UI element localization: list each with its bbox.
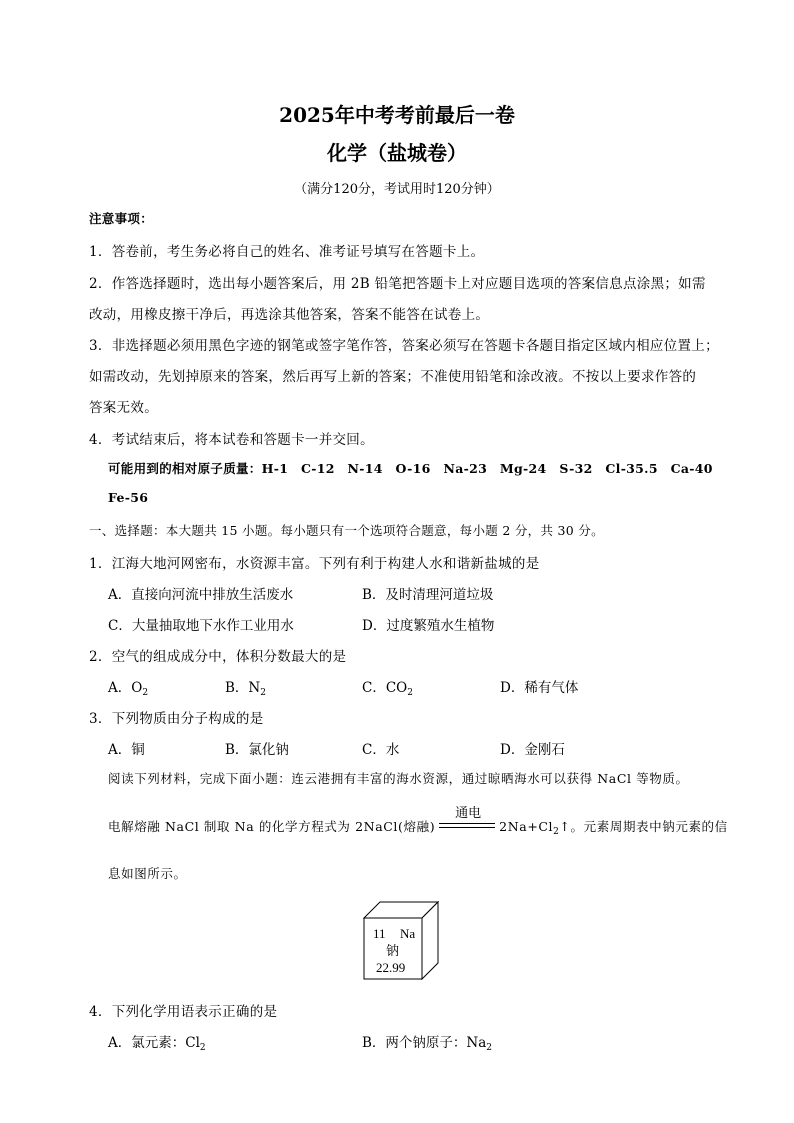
q2-option-d: D．稀有气体: [500, 680, 579, 696]
exam-title: 2025年中考考前最后一卷: [279, 103, 515, 127]
q2-option-b: B．$N_2$: [225, 680, 266, 698]
note-4: 4．考试结束后，将本试卷和答题卡一并交回。: [89, 432, 374, 448]
element-name: 钠: [386, 944, 400, 959]
note-2: 2．作答选择题时，选出每小题答案后，用 2B 铅笔把答题卡上对应题目选项的答案信息点涂黑；如需: [89, 276, 706, 292]
question-2-stem: 2．空气的组成成分中，体积分数最大的是: [89, 649, 347, 665]
q1-option-b: B．及时清理河道垃圾: [362, 587, 494, 603]
note-3-cont: 如需改动，先划掉原来的答案，然后再写上新的答案；不准使用铅笔和涂改液。不按以上要求作答的: [89, 369, 697, 385]
q3-option-d: D．金刚石: [500, 742, 565, 758]
element-symbol: Na: [400, 926, 416, 941]
equation-arrow: 通电: [437, 819, 497, 834]
element-mass: 22.99: [376, 960, 406, 975]
sodium-element-cube: [356, 898, 442, 984]
question-1-stem: 1．江海大地河网密布，水资源丰富。下列有利于构建人水和谐新盐城的是: [89, 556, 540, 572]
atomic-mass-line: 可能用到的相对原子质量：H-1 C-12 N-14 O-16 Na-23 Mg-24 S-32 Cl-35.5 Ca-40: [108, 461, 713, 476]
reading-line-1: 阅读下列材料，完成下面小题：连云港拥有丰富的海水资源，通过晾晒海水可以获得 NaCl 等物质。: [108, 771, 689, 786]
element-number: 11: [373, 926, 386, 941]
question-3-stem: 3．下列物质由分子构成的是: [89, 711, 264, 727]
notes-heading: 注意事项：: [89, 211, 154, 226]
q1-option-c: C．大量抽取地下水作工业用水: [108, 618, 294, 634]
q4-option-a: A．氯元素：$Cl_2$: [108, 1035, 206, 1053]
exam-subject: 化学（盐城卷）: [327, 141, 467, 165]
q2-option-c: C．$CO_2$: [362, 680, 413, 698]
section-heading: 一、选择题：本大题共 15 小题。每小题只有一个选项符合题意，每小题 2 分，共 30 分。: [89, 523, 604, 538]
note-3: 3．非选择题必须用黑色字迹的钢笔或签字笔作答，答案必须写在答题卡各题目指定区域内相应位置上；: [89, 338, 719, 354]
question-4-stem: 4．下列化学用语表示正确的是: [89, 1004, 278, 1020]
q1-option-a: A．直接向河流中排放生活废水: [108, 587, 294, 603]
q3-option-b: B．氯化钠: [225, 742, 289, 758]
note-3-cont2: 答案无效。: [89, 400, 158, 416]
q3-option-a: A．铜: [108, 742, 145, 758]
note-1: 1．答卷前，考生务必将自己的姓名、准考证号填写在答题卡上。: [89, 244, 485, 260]
q3-option-c: C．水: [362, 742, 400, 758]
q4-option-b: B．两个钠原子：$Na_2$: [362, 1035, 493, 1053]
q1-option-d: D．过度繁殖水生植物: [362, 618, 495, 634]
reading-line-3: 息如图所示。: [108, 866, 187, 881]
note-2-cont: 改动，用橡皮擦干净后，再选涂其他答案，答案不能答在试卷上。: [89, 307, 490, 323]
exam-info: （满分120分，考试用时120分钟）: [294, 182, 500, 197]
reading-line-2: 电解熔融 NaCl 制取 Na 的化学方程式为 2NaCl(熔融) 通电 $2Na+Cl_2↑$。元素周期表中钠元素的信: [108, 806, 728, 837]
atomic-mass-line-2: Fe-56: [108, 490, 149, 505]
q2-option-a: A．$O_2$: [108, 680, 149, 698]
